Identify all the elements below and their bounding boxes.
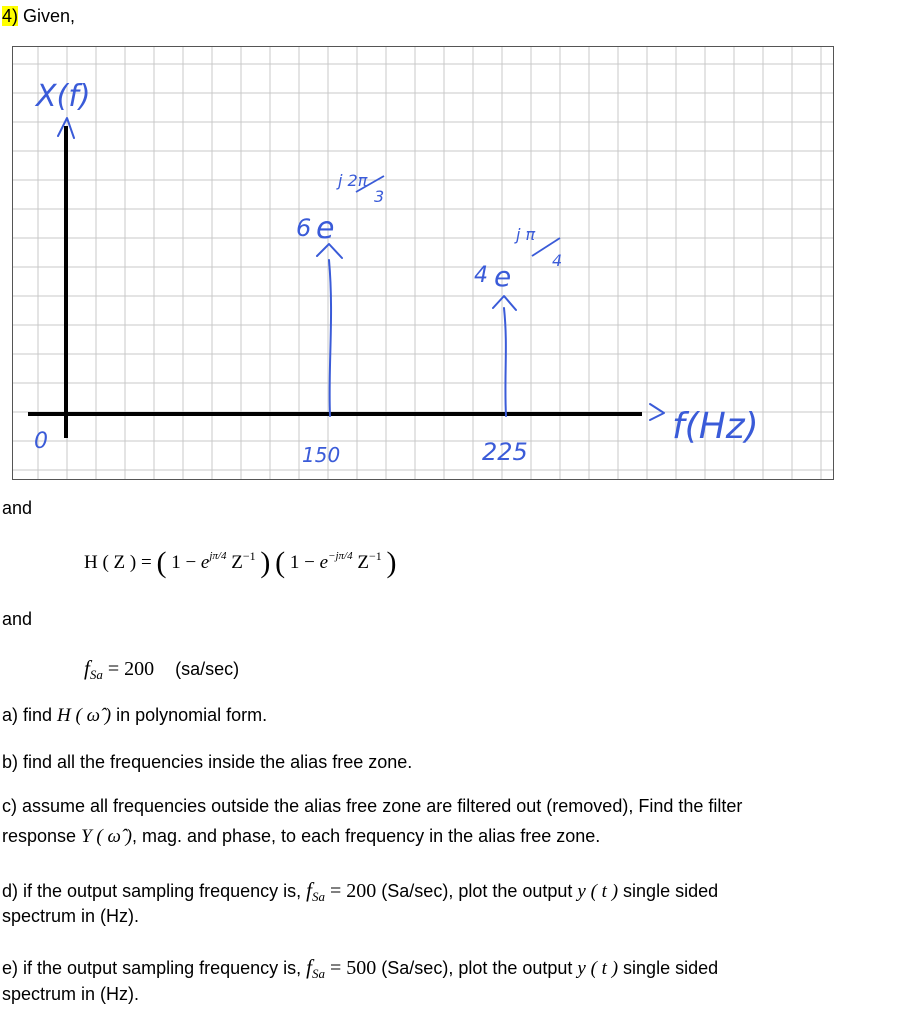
eq-zexp-1: −1 [242,549,256,563]
transfer-function-equation [84,546,396,580]
question-e-line1 [2,955,718,982]
problem-heading [2,6,75,27]
fs-value: = 200 [107,658,155,680]
impulse-225-magnitude: 4 [474,263,488,288]
eq-e-1: e [200,552,210,573]
connector-and-1: and [2,498,33,518]
question-d-prefix: d) if the output sampling frequency is, [2,881,307,901]
question-d-output-symbol: y ( t ) [577,881,619,902]
question-c-math: Y ( ω̂ ) [81,826,132,847]
problem-number: 4) [2,6,19,26]
paren-close-2: ) [386,546,397,579]
paren-close-1: ) [260,546,271,579]
eq-zexp-2: −1 [368,549,382,563]
fs-subscript: Sa [89,667,103,682]
impulse-150-magnitude: 6 [296,214,312,242]
y-axis-label: X(f) [36,79,91,114]
impulse-225-phase-den: 4 [552,251,563,270]
question-e-prefix: e) if the output sampling frequency is, [2,958,307,978]
heading-text: Given, [23,6,76,26]
spectrum-figure [12,46,834,480]
paren-open-2: ( [275,546,286,579]
question-c-suffix: , mag. and phase, to each frequency in the alias free zone. [131,826,601,846]
fs-symbol: f [84,656,90,680]
tick-label-150: 150 [302,443,341,467]
eq-e-2: e [319,552,329,573]
impulse-150-phase-den: 3 [374,187,385,206]
spectrum-sketch [12,46,834,480]
fs-unit: (sa/sec) [175,659,240,679]
question-a-prefix: a) find [2,705,58,725]
impulse-225-phase-num: j π [516,225,536,244]
connector-and-2: and [2,609,33,629]
question-c-line1: c) assume all frequencies outside the alias free zone are filtered out (removed), Find the filter [2,796,743,816]
question-d-fs-symbol: f [306,878,313,902]
x-axis-label: f(Hz) [672,406,759,447]
eq-one-minus-2: 1 − [289,552,315,573]
question-e-fs-symbol: f [306,955,313,979]
eq-exp-1: jπ/4 [209,550,227,562]
origin-label: 0 [34,429,48,454]
question-e-fs-subscript: Sa [312,966,326,981]
question-e-suffix: single sided [618,958,719,978]
impulse-150-exp-base: e [316,211,335,246]
question-d-line2: spectrum in (Hz). [2,906,140,926]
question-a [2,705,267,727]
question-b: b) find all the frequencies inside the alias free zone. [2,752,413,772]
question-e-output-symbol: y ( t ) [577,958,619,979]
paren-open-1: ( [156,546,167,579]
question-e-middle: (Sa/sec), plot the output [376,958,578,978]
question-e-fs-value: = 500 [325,957,377,979]
eq-z-1: Z [231,552,243,573]
impulse-150-phase-num: j 2π [338,171,368,190]
eq-exp-2: −jπ/4 [328,550,353,562]
impulse-225-exp-base: e [494,260,512,293]
eq-z-2: Z [357,552,369,573]
question-c-line2 [2,826,600,848]
eq-one-minus-1: 1 − [171,552,197,573]
question-a-suffix: in polynomial form. [111,705,268,725]
question-d-fs-value: = 200 [325,880,377,902]
question-d-middle: (Sa/sec), plot the output [376,881,578,901]
question-d-suffix: single sided [618,881,719,901]
tick-label-225: 225 [482,438,528,466]
sampling-rate-equation [84,656,239,683]
question-a-math: H ( ω̂ ) [57,705,112,726]
question-d-line1 [2,878,718,905]
eq-lhs: H ( Z ) = [84,552,152,573]
question-e-line2: spectrum in (Hz). [2,984,140,1004]
question-d-fs-subscript: Sa [312,889,326,904]
question-c-prefix: response [2,826,82,846]
